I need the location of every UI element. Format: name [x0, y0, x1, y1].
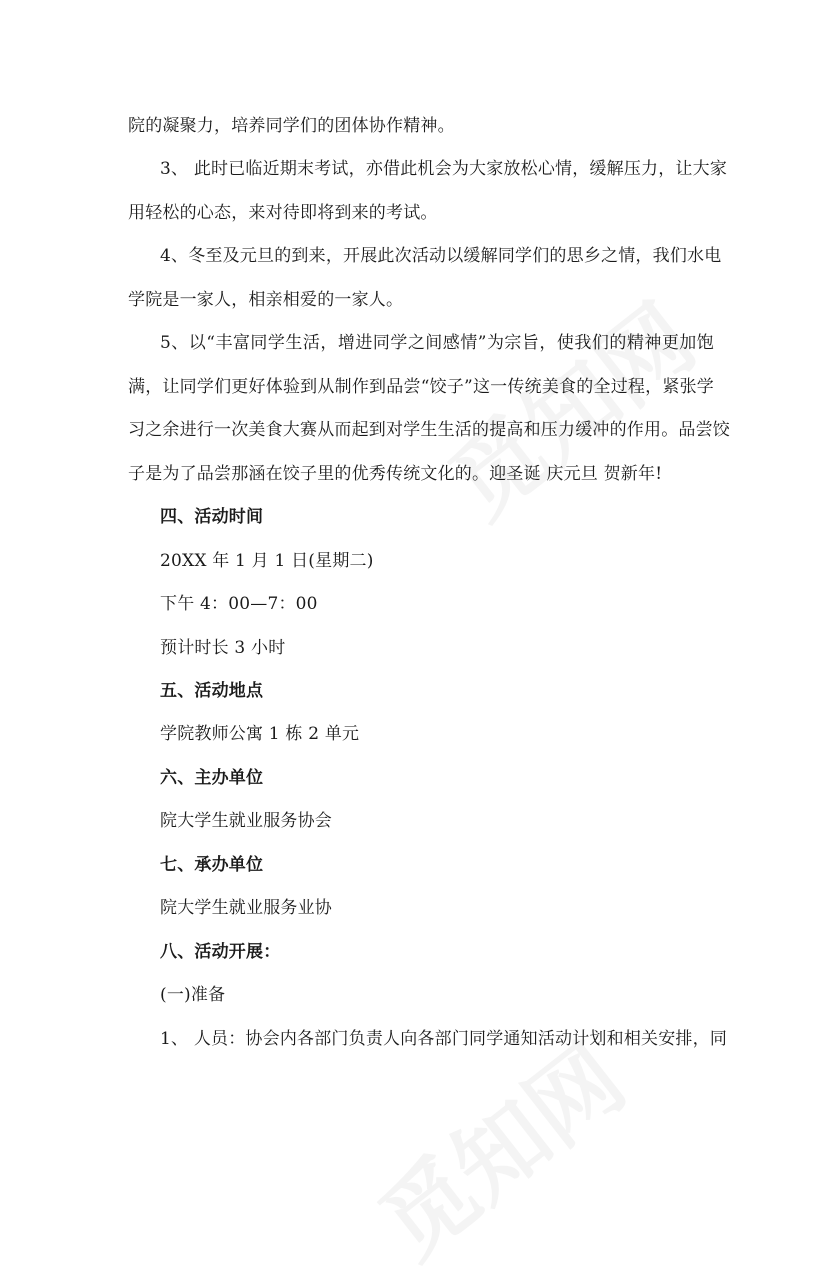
paragraph-line: 院的凝聚力，培养同学们的团体协作精神。 — [128, 116, 455, 136]
section-heading: 七、承办单位 — [160, 855, 264, 875]
paragraph-line: (一)准备 — [160, 985, 226, 1005]
paragraph-line: 1、 人员：协会内各部门负责人向各部门同学通知活动计划和相关安排，同 — [160, 1029, 728, 1049]
paragraph-line: 学院教师公寓 1 栋 2 单元 — [160, 724, 360, 744]
paragraph-line: 院大学生就业服务协会 — [160, 811, 332, 831]
paragraph-line: 20XX 年 1 月 1 日(星期二) — [160, 551, 374, 571]
paragraph-line: 满，让同学们更好体验到从制作到品尝“饺子”这一传统美食的全过程，紧张学 — [128, 377, 714, 397]
paragraph-line: 院大学生就业服务业协 — [160, 898, 332, 918]
paragraph-line: 习之余进行一次美食大赛从而起到对学生生活的提高和压力缓冲的作用。品尝饺 — [128, 420, 730, 440]
paragraph-line: 4、冬至及元旦的到来，开展此次活动以缓解同学们的思乡之情，我们水电 — [160, 246, 722, 266]
section-heading: 六、主办单位 — [160, 768, 264, 788]
paragraph-line: 学院是一家人，相亲相爱的一家人。 — [128, 290, 404, 310]
paragraph-line: 预计时长 3 小时 — [160, 638, 286, 658]
paragraph-line: 子是为了品尝那涵在饺子里的优秀传统文化的。迎圣诞 庆元旦 贺新年! — [128, 464, 663, 484]
paragraph-line: 5、以“丰富同学生活，增进同学之间感情”为宗旨，使我们的精神更加饱 — [160, 333, 714, 353]
section-heading: 五、活动地点 — [160, 681, 264, 701]
section-heading: 四、活动时间 — [160, 507, 264, 527]
paragraph-line: 用轻松的心态，来对待即将到来的考试。 — [128, 203, 438, 223]
watermark — [349, 1009, 648, 1283]
section-heading: 八、活动开展： — [160, 942, 281, 962]
paragraph-line: 下午 4：00—7：00 — [160, 594, 318, 614]
paragraph-line: 3、 此时已临近期末考试，亦借此机会为大家放松心情，缓解压力，让大家 — [160, 159, 728, 179]
